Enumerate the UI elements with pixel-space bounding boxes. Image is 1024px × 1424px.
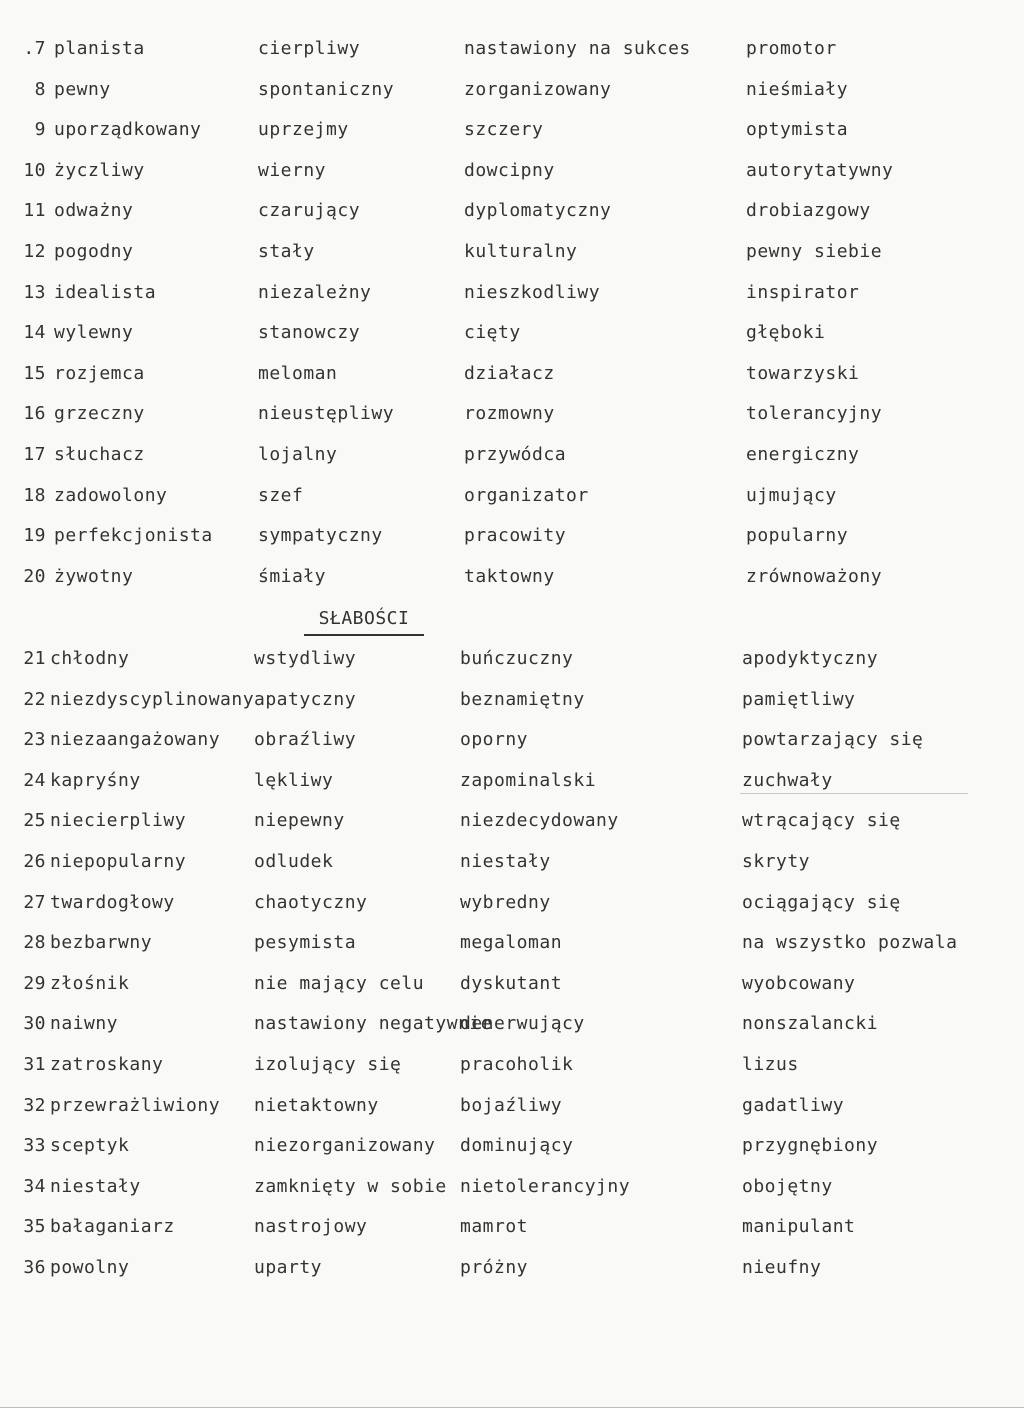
trait-word: nastawiony na sukces (464, 38, 691, 59)
trait-word: szczery (464, 119, 544, 141)
row-number: 33 (23, 1135, 46, 1157)
trait-word: oporny (460, 729, 529, 751)
word-row (0, 359, 1024, 389)
trait-word: niestały (460, 851, 551, 872)
trait-word: pewny (54, 78, 111, 100)
trait-word: idealista (54, 281, 157, 303)
trait-word: rozmowny (464, 403, 555, 425)
row-number: 36 (23, 1257, 46, 1278)
row-number: 35 (23, 1216, 46, 1238)
trait-word: niezorganizowany (254, 1135, 436, 1157)
trait-word: ujmujący (746, 484, 837, 506)
trait-word: nietolerancyjny (460, 1175, 631, 1197)
word-row (0, 1212, 1024, 1242)
row-number: 17 (23, 444, 46, 465)
word-row (0, 766, 1024, 796)
trait-word: nieustępliwy (258, 403, 395, 425)
row-number: 9 (34, 119, 46, 141)
trait-word: ociągający się (742, 891, 901, 913)
row-number: 22 (23, 688, 46, 710)
trait-word: dyskutant (460, 972, 563, 994)
trait-word: stanowczy (258, 322, 361, 344)
word-row (0, 725, 1024, 755)
trait-word: izolujący się (254, 1054, 402, 1075)
row-number: 28 (23, 932, 46, 954)
word-row (0, 278, 1024, 308)
trait-word: planista (54, 38, 145, 59)
trait-word: sceptyk (50, 1135, 130, 1157)
trait-word: wstydliwy (254, 648, 357, 669)
word-row (0, 562, 1024, 592)
word-row (0, 34, 1024, 64)
trait-word: powolny (50, 1257, 130, 1278)
trait-word: uporządkowany (54, 119, 202, 141)
trait-word: nastawiony negatywnie (254, 1013, 493, 1035)
trait-word: zuchwały (742, 769, 833, 791)
word-row (0, 75, 1024, 105)
word-row (0, 1009, 1024, 1039)
trait-word: kulturalny (464, 241, 578, 262)
word-row (0, 440, 1024, 470)
trait-word: dowcipny (464, 159, 555, 181)
word-row (0, 196, 1024, 226)
row-number: 34 (23, 1175, 46, 1197)
row-number: 10 (23, 159, 46, 181)
word-row (0, 644, 1024, 674)
trait-word: wierny (258, 159, 327, 181)
row-number: 15 (23, 362, 46, 384)
row-number: 24 (23, 769, 46, 791)
trait-word: mamrot (460, 1216, 529, 1238)
trait-word: perfekcjonista (54, 525, 213, 547)
trait-word: nastrojowy (254, 1216, 368, 1238)
trait-word: grzeczny (54, 403, 145, 425)
trait-word: tolerancyjny (746, 403, 883, 425)
row-number: 31 (23, 1054, 46, 1075)
word-row (0, 806, 1024, 836)
trait-word: kapryśny (50, 769, 141, 791)
trait-word: chaotyczny (254, 891, 368, 913)
trait-word: wybredny (460, 891, 551, 913)
word-row (0, 888, 1024, 918)
trait-word: niecierpliwy (50, 810, 187, 832)
trait-word: nieufny (742, 1257, 822, 1278)
trait-word: organizator (464, 484, 589, 506)
trait-word: stały (258, 241, 315, 262)
trait-word: na wszystko pozwala (742, 932, 958, 954)
word-row (0, 481, 1024, 511)
word-row (0, 237, 1024, 267)
row-number: 13 (23, 281, 46, 303)
trait-word: niezaangażowany (50, 729, 221, 751)
trait-word: naiwny (50, 1013, 119, 1035)
trait-word: głęboki (746, 322, 826, 344)
trait-word: czarujący (258, 200, 361, 222)
trait-word: cierpliwy (258, 38, 361, 59)
trait-word: meloman (258, 362, 338, 384)
row-number: 11 (23, 200, 46, 222)
row-number: 21 (23, 648, 46, 669)
trait-word: bojaźliwy (460, 1094, 563, 1116)
trait-word: pogodny (54, 241, 134, 262)
word-row (0, 1050, 1024, 1080)
word-row (0, 969, 1024, 999)
trait-word: zorganizowany (464, 78, 612, 100)
trait-word: próżny (460, 1257, 529, 1278)
trait-word: optymista (746, 119, 849, 141)
trait-word: nieśmiały (746, 78, 849, 100)
trait-word: megaloman (460, 932, 563, 954)
word-row (0, 1091, 1024, 1121)
trait-word: śmiały (258, 565, 327, 587)
row-number: .7 (23, 38, 46, 59)
trait-word: spontaniczny (258, 78, 395, 100)
word-row (0, 521, 1024, 551)
trait-word: lizus (742, 1054, 799, 1075)
word-row (0, 156, 1024, 186)
trait-word: niezdyscyplinowany (50, 688, 255, 710)
trait-word: zatroskany (50, 1054, 164, 1075)
trait-word: towarzyski (746, 362, 860, 384)
trait-word: lękliwy (254, 769, 334, 791)
trait-word: słuchacz (54, 444, 145, 465)
trait-word: pracowity (464, 525, 567, 547)
trait-word: energiczny (746, 444, 860, 465)
trait-word: lojalny (258, 444, 338, 465)
trait-word: autorytatywny (746, 159, 894, 181)
row-number: 8 (34, 78, 46, 100)
word-row (0, 928, 1024, 958)
trait-word: rozjemca (54, 362, 145, 384)
trait-word: wylewny (54, 322, 134, 344)
row-number: 29 (23, 972, 46, 994)
trait-word: chłodny (50, 648, 130, 669)
faint-rule (740, 793, 968, 794)
trait-word: pracoholik (460, 1054, 574, 1075)
row-number: 30 (23, 1013, 46, 1035)
row-number: 18 (23, 484, 46, 506)
trait-word: cięty (464, 322, 521, 344)
trait-word: uparty (254, 1257, 323, 1278)
trait-word: żywotny (54, 565, 134, 587)
trait-word: pewny siebie (746, 241, 883, 262)
word-row (0, 1131, 1024, 1161)
trait-word: odludek (254, 851, 334, 872)
trait-word: zapominalski (460, 769, 597, 791)
trait-word: złośnik (50, 972, 130, 994)
trait-word: niepopularny (50, 851, 187, 872)
trait-word: niezdecydowany (460, 810, 619, 832)
trait-word: twardogłowy (50, 891, 175, 913)
trait-word: drobiazgowy (746, 200, 871, 222)
trait-word: zrównoważony (746, 565, 883, 587)
trait-word: nieszkodliwy (464, 281, 601, 303)
trait-word: życzliwy (54, 159, 145, 181)
trait-word: zadowolony (54, 484, 168, 506)
row-number: 32 (23, 1094, 46, 1116)
word-row (0, 1253, 1024, 1283)
word-row (0, 1172, 1024, 1202)
row-number: 16 (23, 403, 46, 425)
word-row (0, 318, 1024, 348)
trait-word: popularny (746, 525, 849, 547)
trait-word: dyplomatyczny (464, 200, 612, 222)
weaknesses-heading: SŁABOŚCI (304, 606, 424, 636)
trait-word: niepewny (254, 810, 345, 832)
trait-word: szef (258, 484, 304, 506)
word-row (0, 847, 1024, 877)
trait-word: gadatliwy (742, 1094, 845, 1116)
row-number: 14 (23, 322, 46, 344)
trait-word: nonszalancki (742, 1013, 879, 1035)
trait-word: sympatyczny (258, 525, 383, 547)
trait-word: powtarzający się (742, 729, 924, 751)
trait-word: zamknięty w sobie (254, 1175, 447, 1197)
word-row (0, 399, 1024, 429)
trait-word: pamiętliwy (742, 688, 856, 710)
trait-word: pesymista (254, 932, 357, 954)
trait-word: działacz (464, 362, 555, 384)
trait-word: promotor (746, 38, 837, 59)
row-number: 25 (23, 810, 46, 832)
trait-word: taktowny (464, 565, 555, 587)
trait-word: manipulant (742, 1216, 856, 1238)
row-number: 27 (23, 891, 46, 913)
trait-word: wtrącający się (742, 810, 901, 832)
trait-word: uprzejmy (258, 119, 349, 141)
trait-word: obraźliwy (254, 729, 357, 751)
word-row (0, 685, 1024, 715)
trait-word: obojętny (742, 1175, 833, 1197)
trait-word: apodyktyczny (742, 648, 879, 669)
trait-word: wyobcowany (742, 972, 856, 994)
row-number: 12 (23, 241, 46, 262)
trait-word: przygnębiony (742, 1135, 879, 1157)
trait-word: przewrażliwiony (50, 1094, 221, 1116)
trait-word: denerwujący (460, 1013, 585, 1035)
word-row (0, 115, 1024, 145)
trait-word: inspirator (746, 281, 860, 303)
trait-word: bałaganiarz (50, 1216, 175, 1238)
trait-word: nietaktowny (254, 1094, 379, 1116)
trait-word: przywódca (464, 444, 567, 465)
trait-word: nie mający celu (254, 972, 425, 994)
trait-word: beznamiętny (460, 688, 585, 710)
trait-word: apatyczny (254, 688, 357, 710)
trait-word: niestały (50, 1175, 141, 1197)
trait-word: buńczuczny (460, 648, 574, 669)
trait-word: niezależny (258, 281, 372, 303)
trait-word: odważny (54, 200, 134, 222)
row-number: 23 (23, 729, 46, 751)
page-bottom-edge (0, 1407, 1024, 1424)
row-number: 26 (23, 851, 46, 872)
trait-word: skryty (742, 851, 811, 872)
trait-word: dominujący (460, 1135, 574, 1157)
row-number: 19 (23, 525, 46, 547)
trait-word: bezbarwny (50, 932, 153, 954)
row-number: 20 (23, 565, 46, 587)
